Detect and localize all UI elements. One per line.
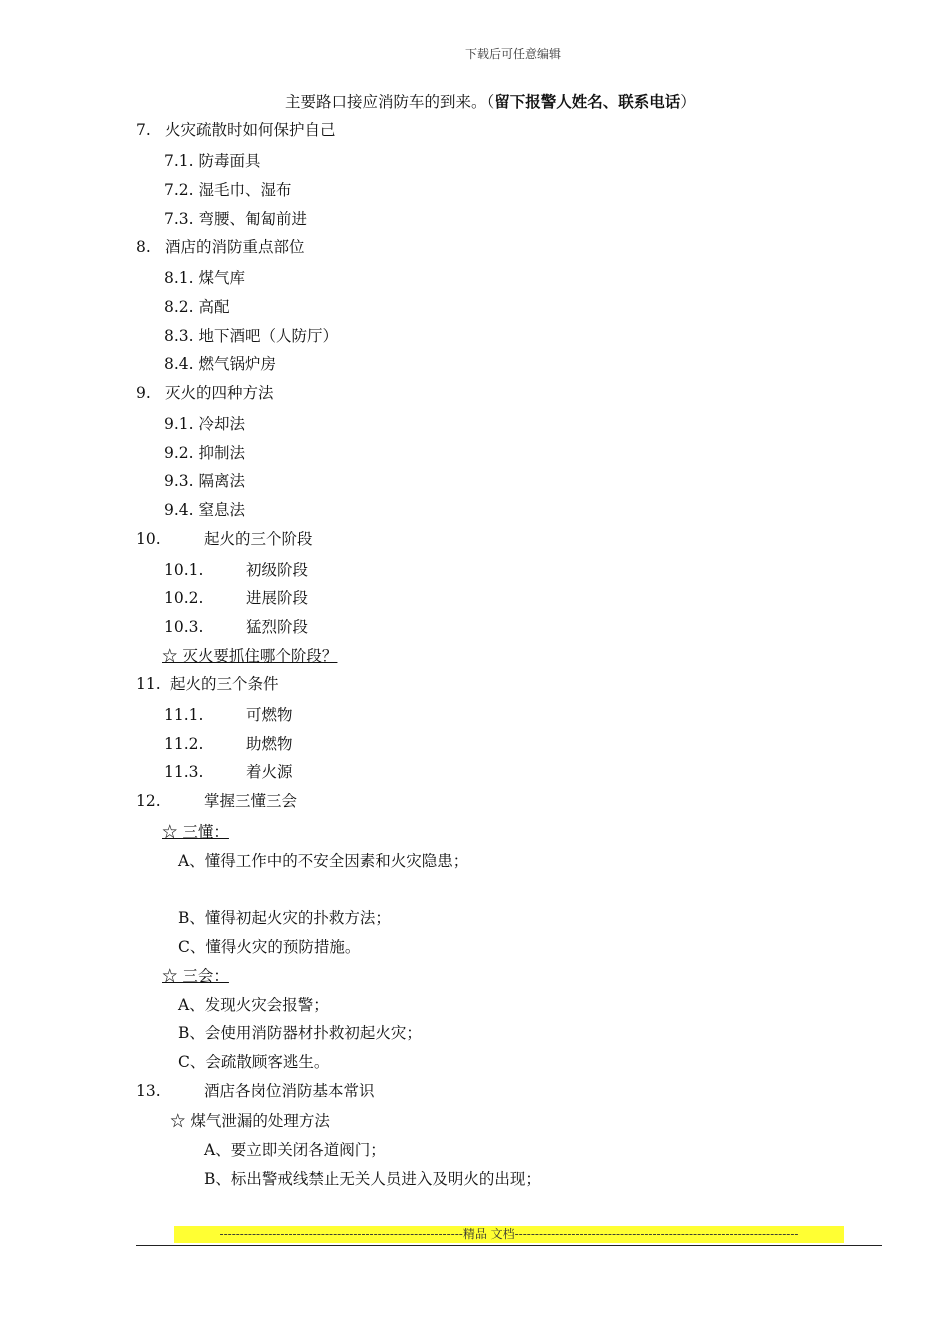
item-11-3-num: 11.3. bbox=[164, 763, 204, 781]
item-text: 煤气库 bbox=[198, 269, 246, 287]
intro-bold: 留下报警人姓名、联系电话 bbox=[494, 92, 681, 111]
item-text: 地下酒吧（人防厅） bbox=[198, 327, 339, 345]
item-10-1-text: 初级阶段 bbox=[246, 561, 309, 579]
section-8-title: 酒店的消防重点部位 bbox=[165, 238, 305, 256]
section-10-num: 10. bbox=[136, 530, 161, 548]
item-text: 湿毛巾、湿布 bbox=[198, 181, 292, 199]
section-11-title: 起火的三个条件 bbox=[170, 675, 279, 693]
footer-banner: ------------------------------------------------------------精品 文档---------------------------------------------------------------------- bbox=[174, 1226, 844, 1243]
item-11-1-num: 11.1. bbox=[164, 706, 204, 724]
section-7-num: 7. bbox=[136, 121, 151, 139]
section-10-note: ☆ 灭火要抓住哪个阶段？ bbox=[162, 647, 338, 665]
item-9-3 bbox=[164, 471, 245, 491]
section-11-num: 11. bbox=[136, 675, 161, 693]
item-num: 9.4. bbox=[164, 501, 194, 519]
item-7-2 bbox=[164, 180, 292, 200]
footer-rule bbox=[136, 1245, 882, 1246]
item-num: 9.1. bbox=[164, 415, 194, 433]
item-11-1-text: 可燃物 bbox=[246, 706, 293, 724]
section-13-b: B、标出警戒线禁止无关人员进入及明火的出现； bbox=[204, 1170, 541, 1188]
item-10-1-num: 10.1. bbox=[164, 561, 204, 579]
item-9-2 bbox=[164, 443, 245, 463]
san-hui-label: ☆ 三会： bbox=[162, 967, 229, 985]
item-11-2-text: 助燃物 bbox=[246, 735, 293, 753]
item-text: 燃气锅炉房 bbox=[198, 355, 277, 373]
section-12-title: 掌握三懂三会 bbox=[204, 792, 298, 810]
item-text: 窒息法 bbox=[198, 501, 246, 519]
item-8-1 bbox=[164, 268, 245, 288]
item-num: 8.1. bbox=[164, 269, 194, 287]
section-12-num: 12. bbox=[136, 792, 161, 810]
item-num: 9.3. bbox=[164, 472, 194, 490]
item-num: 7.1. bbox=[164, 152, 194, 170]
item-num: 8.4. bbox=[164, 355, 194, 373]
section-9-title: 灭火的四种方法 bbox=[165, 384, 274, 402]
section-13-sub: ☆ 煤气泄漏的处理方法 bbox=[170, 1112, 330, 1130]
san-hui-a: A、发现火灾会报警； bbox=[178, 996, 329, 1014]
item-text: 抑制法 bbox=[198, 444, 246, 462]
item-8-2 bbox=[164, 297, 230, 317]
san-dong-label: ☆ 三懂： bbox=[162, 823, 229, 841]
item-num: 7.2. bbox=[164, 181, 194, 199]
san-dong-b: B、懂得初起火灾的扑救方法； bbox=[178, 909, 391, 927]
item-num: 8.2. bbox=[164, 298, 194, 316]
item-11-3-text: 着火源 bbox=[246, 763, 293, 781]
san-dong-c: C、懂得火灾的预防措施。 bbox=[178, 938, 361, 956]
item-text: 隔离法 bbox=[198, 472, 246, 490]
item-num: 9.2. bbox=[164, 444, 194, 462]
item-7-3 bbox=[164, 209, 307, 229]
intro-normal: 主要路口接应消防车的到来。（ bbox=[285, 93, 495, 111]
item-num: 8.3. bbox=[164, 327, 194, 345]
item-text: 防毒面具 bbox=[198, 152, 261, 170]
item-8-3 bbox=[164, 326, 338, 346]
intro-line bbox=[285, 92, 696, 112]
item-10-2-text: 进展阶段 bbox=[246, 589, 309, 607]
section-8-num: 8. bbox=[136, 238, 151, 256]
section-13-a: A、要立即关闭各道阀门； bbox=[204, 1141, 386, 1159]
intro-close: ） bbox=[680, 93, 696, 111]
item-10-3-num: 10.3. bbox=[164, 618, 204, 636]
item-11-2-num: 11.2. bbox=[164, 735, 204, 753]
section-7-title: 火灾疏散时如何保护自己 bbox=[165, 121, 336, 139]
section-9-num: 9. bbox=[136, 384, 151, 402]
section-10-title: 起火的三个阶段 bbox=[204, 530, 313, 548]
item-text: 弯腰、匍匐前进 bbox=[198, 210, 308, 228]
item-9-4 bbox=[164, 500, 245, 520]
item-8-4 bbox=[164, 354, 276, 374]
item-9-1 bbox=[164, 414, 245, 434]
item-num: 7.3. bbox=[164, 210, 194, 228]
page-header: 下载后可任意编辑 bbox=[464, 47, 561, 61]
item-7-1 bbox=[164, 151, 261, 171]
san-dong-a: A、懂得工作中的不安全因素和火灾隐患； bbox=[178, 852, 469, 870]
item-text: 冷却法 bbox=[198, 415, 246, 433]
section-13-title: 酒店各岗位消防基本常识 bbox=[204, 1082, 375, 1100]
section-13-num: 13. bbox=[136, 1082, 161, 1100]
san-hui-c: C、会疏散顾客逃生。 bbox=[178, 1053, 330, 1071]
item-10-3-text: 猛烈阶段 bbox=[246, 618, 309, 636]
item-text: 高配 bbox=[198, 298, 230, 316]
item-10-2-num: 10.2. bbox=[164, 589, 204, 607]
san-hui-b: B、会使用消防器材扑救初起火灾； bbox=[178, 1024, 422, 1042]
